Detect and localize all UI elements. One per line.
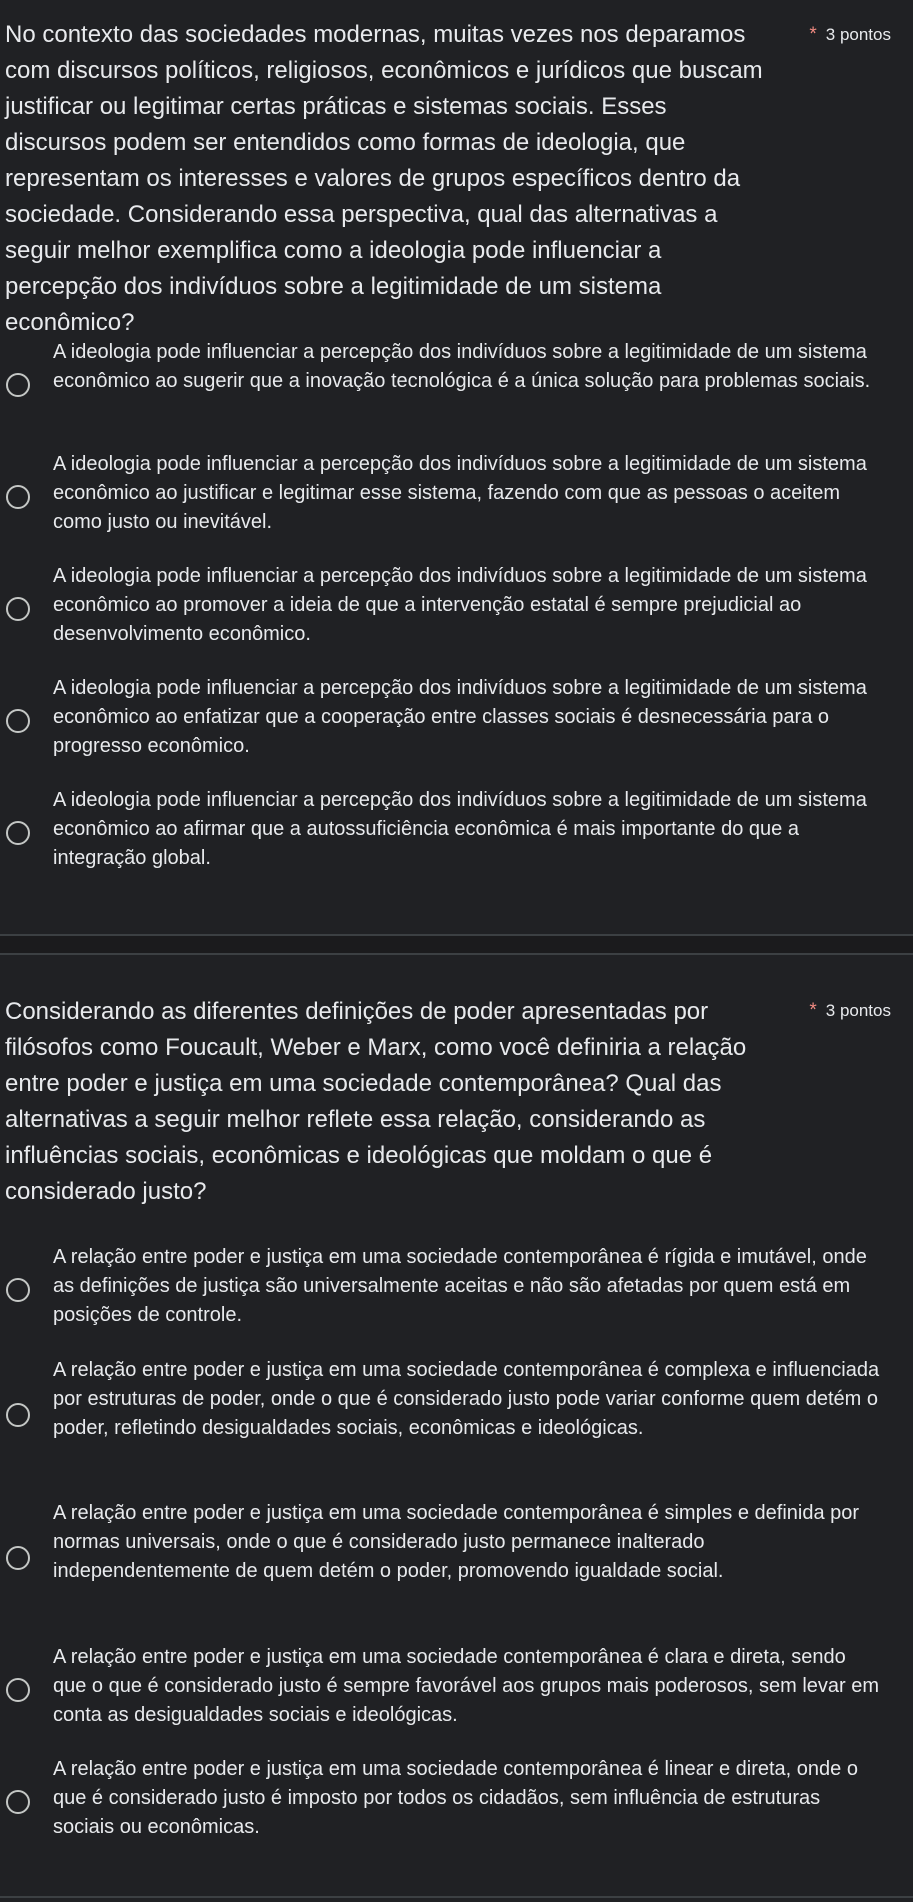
required-asterisk: * — [809, 24, 817, 45]
option-label: A ideologia pode influenciar a percepção dos indivíduos sobre a legitimidade de um sistema econômico ao afirmar que a autossuficiência econômica é mais importante do que a integração global. — [53, 789, 867, 869]
radio-circle-icon[interactable] — [6, 597, 30, 621]
radio-option-2-4[interactable] — [0, 1643, 913, 1733]
card-gap — [0, 936, 913, 953]
option-label: A relação entre poder e justiça em uma sociedade contemporânea é rígida e imutável, onde as definições de justiça são universalmente aceitas e não são afetadas por quem está em posições de controle. — [53, 1246, 867, 1326]
required-asterisk: * — [809, 1000, 817, 1021]
question-card-1 — [0, 0, 913, 934]
question-2-points — [809, 1000, 891, 1022]
radio-circle-icon[interactable] — [6, 1678, 30, 1702]
radio-circle-icon[interactable] — [6, 709, 30, 733]
radio-option-1-4[interactable] — [0, 674, 913, 764]
radio-option-1-3[interactable] — [0, 562, 913, 652]
radio-circle-icon[interactable] — [6, 821, 30, 845]
option-label: A relação entre poder e justiça em uma sociedade contemporânea é clara e direta, sendo que o que é considerado justo é sempre favorável aos grupos mais poderosos, sem levar em conta as desigualdades sociais e ideológicas. — [53, 1646, 880, 1726]
radio-option-1-1[interactable] — [0, 338, 913, 428]
option-label: A ideologia pode influenciar a percepção dos indivíduos sobre a legitimidade de um sistema econômico ao sugerir que a inovação tecnológica é a única solução para problemas sociais. — [53, 341, 871, 392]
option-label: A ideologia pode influenciar a percepção dos indivíduos sobre a legitimidade de um sistema econômico ao promover a ideia de que a intervenção estatal é sempre prejudicial ao desenvolvimento econômico. — [53, 565, 867, 645]
radio-circle-icon[interactable] — [6, 1403, 30, 1427]
radio-option-2-1[interactable] — [0, 1243, 913, 1333]
question-1-points — [809, 24, 891, 46]
option-label: A relação entre poder e justiça em uma sociedade contemporânea é simples e definida por normas universais, onde o que é considerado justo permanece inalterado independentemente de quem detém o poder, promovendo igualdade social. — [53, 1502, 860, 1582]
radio-option-2-2[interactable] — [0, 1356, 913, 1476]
question-1-header — [5, 17, 765, 341]
question-2-header — [5, 994, 765, 1210]
question-2-text: Considerando as diferentes definições de poder apresentadas por filósofos como Foucault, Weber e Marx, como você definiria a relação entre poder e justiça em uma sociedade contemporânea? Qual das alternativas a seguir melhor reflete essa relação, considerando as influências sociais, econômicas e ideológicas que moldam o que é considerado justo? — [5, 998, 747, 1205]
points-label: 3 pontos — [825, 1001, 891, 1020]
question-card-2 — [0, 955, 913, 1895]
radio-option-2-5[interactable] — [0, 1755, 913, 1845]
radio-circle-icon[interactable] — [6, 1790, 30, 1814]
radio-option-1-2[interactable] — [0, 450, 913, 540]
radio-option-1-5[interactable] — [0, 786, 913, 876]
radio-circle-icon[interactable] — [6, 1546, 30, 1570]
option-label: A relação entre poder e justiça em uma sociedade contemporânea é complexa e influenciada por estruturas de poder, onde o que é considerado justo pode variar conforme quem detém o poder, refletindo desigualdades sociais, econômicas e ideológicas. — [53, 1359, 880, 1439]
question-1-text: No contexto das sociedades modernas, muitas vezes nos deparamos com discursos políticos, religiosos, econômicos e jurídicos que buscam justificar ou legitimar certas práticas e sistemas sociais. Esses discursos podem ser entendidos como formas de ideologia, que representam os interesses e valores de grupos específicos dentro da sociedade. Considerando essa perspectiva, qual das alternativas a seguir melhor exemplifica como a ideologia pode influenciar a percepção dos indivíduos sobre a legitimidade de um sistema econômico? — [5, 21, 763, 336]
radio-circle-icon[interactable] — [6, 1278, 30, 1302]
option-label: A ideologia pode influenciar a percepção dos indivíduos sobre a legitimidade de um sistema econômico ao enfatizar que a cooperação entre classes sociais é desnecessária para o progresso econômico. — [53, 677, 867, 757]
option-label: A ideologia pode influenciar a percepção dos indivíduos sobre a legitimidade de um sistema econômico ao justificar e legitimar esse sistema, fazendo com que as pessoas o aceitem como justo ou inevitável. — [53, 453, 867, 533]
card-bottom-divider — [0, 1896, 913, 1898]
radio-circle-icon[interactable] — [6, 373, 30, 397]
radio-option-2-3[interactable] — [0, 1499, 913, 1619]
radio-circle-icon[interactable] — [6, 485, 30, 509]
option-label: A relação entre poder e justiça em uma sociedade contemporânea é linear e direta, onde o que é considerado justo é imposto por todos os cidadãos, sem influência de estruturas sociais ou econômicas. — [53, 1758, 858, 1838]
points-label: 3 pontos — [825, 25, 891, 44]
